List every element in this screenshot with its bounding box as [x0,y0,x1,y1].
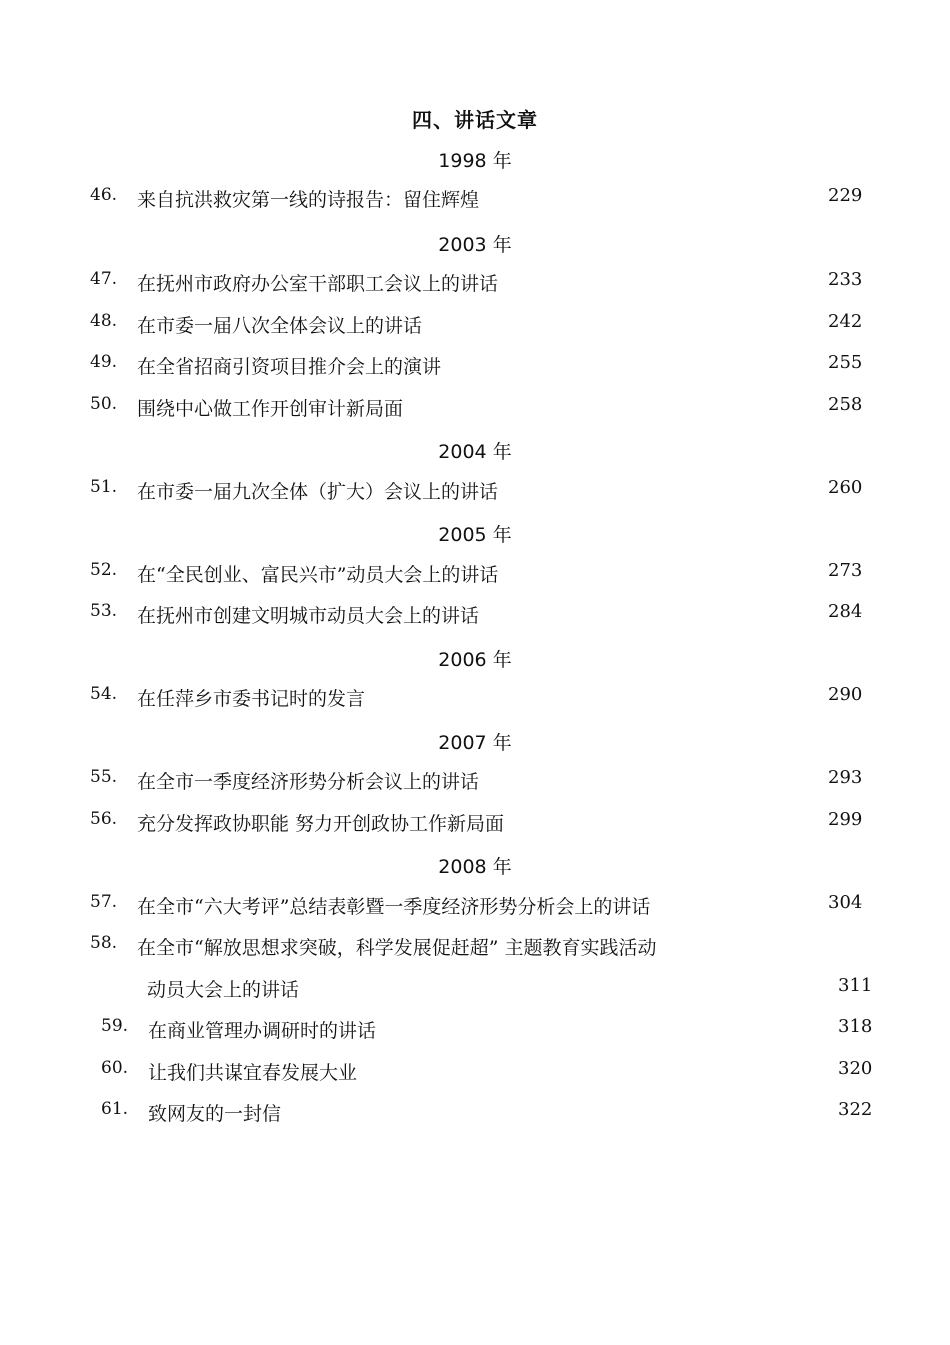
entry-page: 299 [828,809,863,830]
toc-entry [0,1099,950,1129]
entry-number: 58. [90,933,118,953]
toc-entry [0,684,950,714]
entry-title: 在抚州市政府办公室干部职工会议上的讲话 [137,273,499,295]
entry-title: 充分发挥政协职能 努力开创政协工作新局面 [137,813,505,835]
entry-page: 322 [838,1099,873,1120]
year-heading: 2008 年 [438,856,512,878]
entry-number: 61. [101,1099,129,1119]
entry-page: 242 [828,311,863,332]
toc-entry [0,1058,950,1088]
entry-page: 284 [828,601,863,622]
entry-number: 55. [90,767,118,787]
year-heading: 2007 年 [438,732,512,754]
entry-title: 在“全民创业、富民兴市”动员大会上的讲话 [137,564,499,586]
year-heading: 2004 年 [438,441,512,463]
entry-page: 229 [828,185,863,206]
toc-entry [0,933,950,963]
entry-page: 260 [828,477,863,498]
entry-page: 318 [838,1016,873,1037]
entry-title: 在全市一季度经济形势分析会议上的讲话 [137,771,480,793]
entry-number: 59. [101,1016,129,1036]
entry-number: 50. [90,394,118,414]
toc-entry [0,892,950,922]
entry-number: 53. [90,601,118,621]
toc-entry [0,560,950,590]
entry-title: 在商业管理办调研时的讲话 [148,1020,377,1042]
toc-entry [0,809,950,839]
entry-title: 在任萍乡市委书记时的发言 [137,688,366,710]
entry-number: 47. [90,269,118,289]
toc-entry-continuation [0,975,950,1005]
entry-title: 在市委一届八次全体会议上的讲话 [137,315,423,337]
entry-title: 让我们共谋宜春发展大业 [148,1062,358,1084]
entry-title: 在全市“解放思想求突破，科学发展促赶超” 主题教育实践活动 [137,937,657,959]
entry-page: 255 [828,352,863,373]
entry-page: 258 [828,394,863,415]
entry-page: 320 [838,1058,873,1079]
entry-page: 233 [828,269,863,290]
entry-number: 60. [101,1058,129,1078]
entry-number: 54. [90,684,118,704]
entry-number: 51. [90,477,118,497]
toc-entry [0,352,950,382]
entry-number: 52. [90,560,118,580]
entry-title: 在全省招商引资项目推介会上的演讲 [137,356,442,378]
year-heading: 2003 年 [438,234,512,256]
entry-title: 来自抗洪救灾第一线的诗报告：留住辉煌 [137,189,480,211]
toc-entry [0,1016,950,1046]
entry-page: 304 [828,892,863,913]
entry-page: 293 [828,767,863,788]
entry-number: 49. [90,352,118,372]
toc-entry [0,477,950,507]
toc-entry [0,269,950,299]
entry-title: 致网友的一封信 [148,1103,282,1125]
entry-title-continued: 动员大会上的讲话 [147,979,300,1001]
entry-title: 在市委一届九次全体（扩大）会议上的讲话 [137,481,499,503]
entry-title: 在全市“六大考评”总结表彰暨一季度经济形势分析会上的讲话 [137,896,651,918]
year-heading: 2005 年 [438,524,512,546]
toc-entry [0,394,950,424]
section-title: 四、讲话文章 [412,108,538,132]
entry-number: 48. [90,311,118,331]
entry-page: 290 [828,684,863,705]
year-heading: 2006 年 [438,649,512,671]
toc-entry [0,767,950,797]
entry-title: 围绕中心做工作开创审计新局面 [137,398,404,420]
toc-entry [0,185,950,215]
toc-entry [0,311,950,341]
year-heading: 1998 年 [438,150,512,172]
toc-entry [0,601,950,631]
entry-number: 46. [90,185,118,205]
entry-page: 311 [838,975,873,996]
entry-number: 57. [90,892,118,912]
entry-number: 56. [90,809,118,829]
entry-title: 在抚州市创建文明城市动员大会上的讲话 [137,605,480,627]
entry-page: 273 [828,560,863,581]
